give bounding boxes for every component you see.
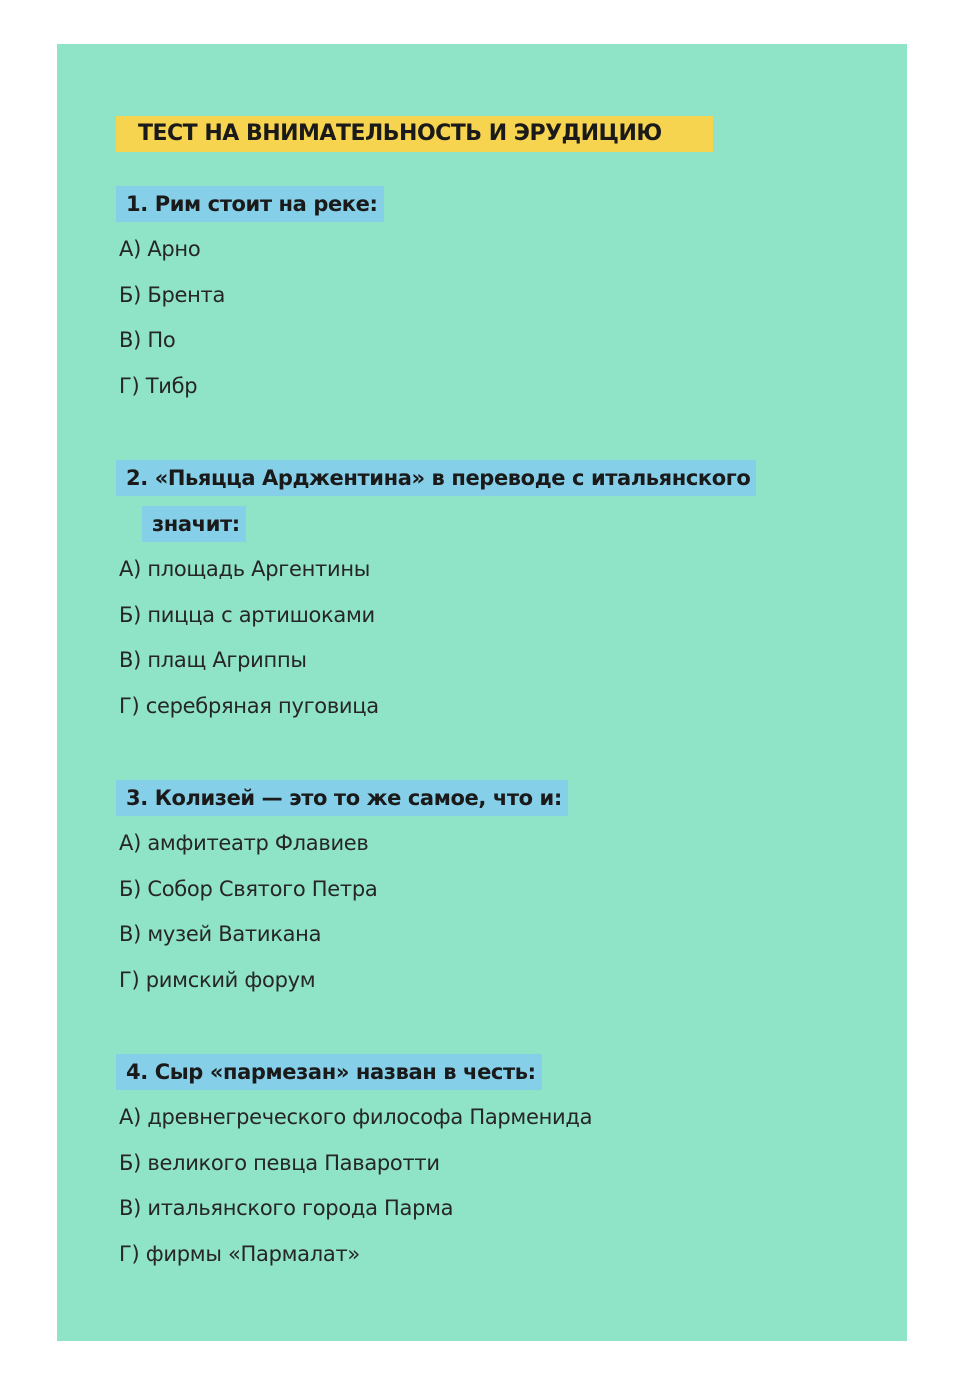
- question-2-line-1: 2. «Пьяцца Арджентина» в переводе с итальянского: [116, 460, 756, 496]
- question-3: [116, 775, 796, 1003]
- question-4-text: [116, 1049, 796, 1095]
- question-1-line-1: 1. Рим стоит на реке:: [116, 186, 384, 222]
- question-2-line-2: значит:: [142, 506, 246, 542]
- question-4: [116, 1049, 796, 1277]
- question-1: [116, 181, 796, 409]
- question-4-answer-c: В) итальянского города Парма: [119, 1196, 454, 1220]
- question-2-answer-d: Г) серебряная пуговица: [119, 693, 379, 718]
- question-3-answer-d: Г) римский форум: [119, 967, 316, 992]
- question-3-text: [116, 775, 796, 821]
- question-2-text: [116, 455, 796, 501]
- question-3-line-1: 3. Колизей — это то же самое, что и:: [116, 780, 568, 816]
- question-2-answer-a: А) площадь Аргентины: [119, 557, 371, 581]
- question-2-text-cont: [116, 501, 796, 547]
- question-2-answer-c: В) плащ Агриппы: [119, 648, 307, 672]
- question-4-line-1: 4. Сыр «пармезан» назван в честь:: [116, 1054, 542, 1090]
- question-3-answer-b: Б) Собор Святого Петра: [119, 876, 378, 901]
- question-4-answer-b: Б) великого певца Паваротти: [119, 1150, 440, 1175]
- quiz-title: ТЕСТ НА ВНИМАТЕЛЬНОСТЬ И ЭРУДИЦИЮ: [116, 116, 713, 152]
- question-1-answer-a: А) Арно: [119, 237, 201, 261]
- question-4-answer-a: А) древнегреческого философа Парменида: [119, 1105, 593, 1129]
- question-4-answer-d: Г) фирмы «Пармалат»: [119, 1241, 360, 1266]
- question-1-answer-c: В) По: [119, 328, 176, 352]
- question-1-answer-b: Б) Брента: [119, 282, 226, 307]
- question-3-answer-a: А) амфитеатр Флавиев: [119, 831, 369, 855]
- question-1-answer-d: Г) Тибр: [119, 373, 198, 398]
- question-2-answer-b: Б) пицца с артишоками: [119, 602, 375, 627]
- question-3-answer-c: В) музей Ватикана: [119, 922, 322, 946]
- question-2: [116, 455, 796, 729]
- question-1-text: [116, 181, 796, 227]
